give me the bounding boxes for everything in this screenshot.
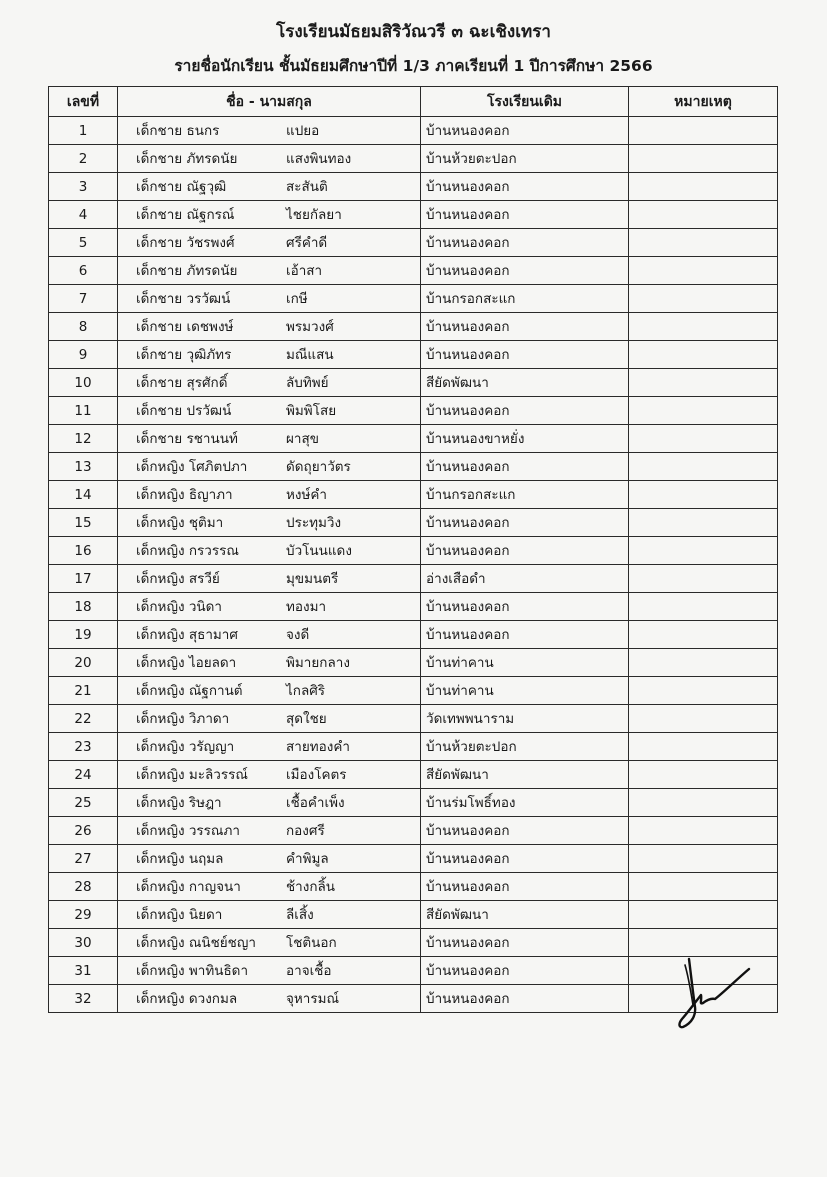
last-name: ศรีคำดี: [286, 234, 328, 251]
cell-full-name: [118, 677, 421, 705]
cell-number: 29: [49, 901, 118, 929]
cell-number: 25: [49, 789, 118, 817]
cell-remarks: [629, 229, 778, 257]
first-name: เด็กหญิง สรวีย์: [136, 570, 220, 587]
cell-previous-school: บ้านห้วยตะปอก: [421, 733, 629, 761]
cell-full-name: [118, 705, 421, 733]
first-name: เด็กหญิง วรัญญา: [136, 738, 235, 755]
last-name: มุขมนตรี: [286, 570, 339, 587]
last-name: ลับทิพย์: [286, 374, 329, 391]
table-row: [49, 705, 778, 733]
cell-remarks: [629, 509, 778, 537]
last-name: ผาสุข: [286, 430, 319, 447]
table-row: [49, 789, 778, 817]
table-row: [49, 425, 778, 453]
first-name: เด็กหญิง โศภิตปภา: [136, 458, 248, 475]
cell-remarks: [629, 621, 778, 649]
table-row: [49, 509, 778, 537]
last-name: คำพิมูล: [286, 850, 329, 867]
table-row: [49, 201, 778, 229]
cell-remarks: [629, 537, 778, 565]
cell-remarks: [629, 677, 778, 705]
cell-remarks: [629, 733, 778, 761]
cell-number: 31: [49, 957, 118, 985]
first-name: เด็กชาย วุฒิภัทร: [136, 346, 232, 363]
cell-number: 5: [49, 229, 118, 257]
table-body: [49, 117, 778, 1013]
cell-number: 27: [49, 845, 118, 873]
cell-previous-school: บ้านหนองคอก: [421, 621, 629, 649]
cell-full-name: [118, 985, 421, 1013]
cell-full-name: [118, 257, 421, 285]
cell-full-name: [118, 453, 421, 481]
cell-previous-school: บ้านร่มโพธิ์ทอง: [421, 789, 629, 817]
table-row: [49, 229, 778, 257]
cell-full-name: [118, 285, 421, 313]
cell-full-name: [118, 761, 421, 789]
cell-remarks: [629, 789, 778, 817]
table-row: [49, 733, 778, 761]
cell-remarks: [629, 901, 778, 929]
table-header-row: [49, 87, 778, 117]
first-name: เด็กหญิง ณนิชย์ชญา: [136, 934, 256, 951]
last-name: เอ้าสา: [286, 262, 323, 279]
first-name: เด็กชาย ภัทรดนัย: [136, 150, 238, 167]
last-name: พิมพิโสย: [286, 402, 337, 419]
first-name: เด็กหญิง สุธามาศ: [136, 626, 238, 643]
cell-previous-school: สียัดพัฒนา: [421, 369, 629, 397]
table-row: [49, 957, 778, 985]
cell-number: 30: [49, 929, 118, 957]
table-row: [49, 537, 778, 565]
cell-number: 4: [49, 201, 118, 229]
table-row: [49, 901, 778, 929]
cell-previous-school: บ้านกรอกสะแก: [421, 481, 629, 509]
last-name: หงษ์คำ: [286, 486, 328, 503]
last-name: มณีแสน: [286, 346, 334, 363]
cell-full-name: [118, 425, 421, 453]
first-name: เด็กหญิง นฤมล: [136, 850, 224, 867]
cell-remarks: [629, 145, 778, 173]
cell-number: 2: [49, 145, 118, 173]
cell-number: 14: [49, 481, 118, 509]
cell-previous-school: บ้านหนองคอก: [421, 873, 629, 901]
cell-remarks: [629, 425, 778, 453]
first-name: เด็กหญิง วรรณภา: [136, 822, 240, 839]
cell-number: 15: [49, 509, 118, 537]
last-name: แปยอ: [286, 122, 320, 139]
first-name: เด็กชาย ภัทรดนัย: [136, 262, 238, 279]
cell-number: 24: [49, 761, 118, 789]
cell-number: 23: [49, 733, 118, 761]
last-name: บัวโนนแดง: [286, 542, 352, 559]
cell-full-name: [118, 537, 421, 565]
cell-remarks: [629, 481, 778, 509]
cell-remarks: [629, 397, 778, 425]
table-row: [49, 621, 778, 649]
cell-remarks: [629, 593, 778, 621]
last-name: เมืองโคตร: [286, 766, 347, 783]
cell-number: 8: [49, 313, 118, 341]
table-row: [49, 817, 778, 845]
table-row: [49, 369, 778, 397]
cell-previous-school: สียัดพัฒนา: [421, 901, 629, 929]
table-row: [49, 593, 778, 621]
last-name: เกษี: [286, 290, 308, 307]
cell-full-name: [118, 565, 421, 593]
table-row: [49, 313, 778, 341]
cell-full-name: [118, 369, 421, 397]
last-name: แสงพินทอง: [286, 150, 352, 167]
cell-previous-school: บ้านหนองคอก: [421, 257, 629, 285]
cell-previous-school: บ้านหนองคอก: [421, 201, 629, 229]
first-name: เด็กชาย รชานนท์: [136, 430, 238, 447]
last-name: ไกลศิริ: [286, 682, 326, 699]
first-name: เด็กหญิง ไอยลดา: [136, 654, 237, 671]
table-row: [49, 873, 778, 901]
cell-full-name: [118, 817, 421, 845]
cell-previous-school: บ้านหนองคอก: [421, 509, 629, 537]
cell-previous-school: บ้านหนองคอก: [421, 929, 629, 957]
cell-previous-school: บ้านหนองขาหยั่ง: [421, 425, 629, 453]
cell-remarks: [629, 649, 778, 677]
first-name: เด็กชาย ธนกร: [136, 122, 220, 139]
cell-full-name: [118, 509, 421, 537]
table-row: [49, 397, 778, 425]
first-name: เด็กชาย ณัฐกรณ์: [136, 206, 235, 223]
table-row: [49, 845, 778, 873]
header-remarks: หมายเหตุ: [629, 87, 778, 117]
cell-full-name: [118, 873, 421, 901]
cell-number: 7: [49, 285, 118, 313]
cell-number: 22: [49, 705, 118, 733]
cell-full-name: [118, 117, 421, 145]
first-name: เด็กหญิง วิภาดา: [136, 710, 230, 727]
last-name: พรมวงศ์: [286, 318, 334, 335]
first-name: เด็กชาย ปรวัฒน์: [136, 402, 232, 419]
cell-remarks: [629, 817, 778, 845]
cell-previous-school: บ้านท่าคาน: [421, 649, 629, 677]
cell-remarks: [629, 565, 778, 593]
cell-number: 16: [49, 537, 118, 565]
cell-full-name: [118, 845, 421, 873]
cell-previous-school: บ้านหนองคอก: [421, 117, 629, 145]
first-name: เด็กชาย วรวัฒน์: [136, 290, 231, 307]
last-name: ช้างกลิ้น: [286, 878, 336, 895]
cell-number: 1: [49, 117, 118, 145]
first-name: เด็กชาย ณัฐวุฒิ: [136, 178, 227, 195]
first-name: เด็กหญิง นิยดา: [136, 906, 223, 923]
last-name: สายทองคำ: [286, 738, 350, 755]
first-name: เด็กชาย สุรศักดิ์: [136, 374, 228, 391]
cell-previous-school: บ้านหนองคอก: [421, 341, 629, 369]
last-name: ไชยกัลยา: [286, 206, 342, 223]
cell-number: 10: [49, 369, 118, 397]
cell-number: 21: [49, 677, 118, 705]
cell-remarks: [629, 369, 778, 397]
cell-previous-school: บ้านหนองคอก: [421, 173, 629, 201]
cell-remarks: [629, 929, 778, 957]
first-name: เด็กหญิง กาญจนา: [136, 878, 241, 895]
table-row: [49, 565, 778, 593]
last-name: ลีเสิ้ง: [286, 906, 314, 923]
roster-subtitle: รายชื่อนักเรียน ชั้นมัธยมศึกษาปีที่ 1/3 ภาคเรียนที่ 1 ปีการศึกษา 2566: [174, 57, 653, 75]
table-row: [49, 649, 778, 677]
cell-full-name: [118, 789, 421, 817]
table-row: [49, 145, 778, 173]
first-name: เด็กหญิง มะลิวรรณ์: [136, 766, 248, 783]
cell-remarks: [629, 257, 778, 285]
last-name: จุหารมณ์: [286, 990, 340, 1007]
cell-full-name: [118, 201, 421, 229]
cell-remarks: [629, 313, 778, 341]
cell-full-name: [118, 229, 421, 257]
last-name: ทองมา: [286, 598, 327, 615]
table-row: [49, 341, 778, 369]
cell-remarks: [629, 201, 778, 229]
cell-full-name: [118, 593, 421, 621]
cell-full-name: [118, 145, 421, 173]
table-row: [49, 117, 778, 145]
last-name: เชื้อคำเพ็ง: [286, 794, 345, 811]
last-name: จงดี: [286, 626, 310, 643]
first-name: เด็กหญิง ชุติมา: [136, 514, 224, 531]
cell-previous-school: วัดเทพพนาราม: [421, 705, 629, 733]
header-name: ชื่อ - นามสกุล: [118, 87, 421, 117]
table-row: [49, 257, 778, 285]
cell-previous-school: บ้านหนองคอก: [421, 593, 629, 621]
cell-full-name: [118, 173, 421, 201]
cell-full-name: [118, 621, 421, 649]
cell-previous-school: บ้านหนองคอก: [421, 537, 629, 565]
cell-remarks: [629, 453, 778, 481]
cell-number: 13: [49, 453, 118, 481]
first-name: เด็กหญิง ดวงกมล: [136, 990, 238, 1007]
cell-number: 17: [49, 565, 118, 593]
cell-full-name: [118, 481, 421, 509]
cell-full-name: [118, 733, 421, 761]
cell-full-name: [118, 957, 421, 985]
cell-number: 19: [49, 621, 118, 649]
last-name: ดัดถุยาวัตร: [286, 458, 351, 475]
cell-previous-school: บ้านหนองคอก: [421, 453, 629, 481]
cell-number: 3: [49, 173, 118, 201]
cell-number: 28: [49, 873, 118, 901]
last-name: อาจเชื้อ: [286, 962, 332, 979]
table-row: [49, 985, 778, 1013]
cell-remarks: [629, 705, 778, 733]
header-previous-school: โรงเรียนเดิม: [421, 87, 629, 117]
cell-number: 26: [49, 817, 118, 845]
cell-number: 9: [49, 341, 118, 369]
table-row: [49, 173, 778, 201]
last-name: โชตินอก: [286, 934, 337, 951]
school-title: โรงเรียนมัธยมสิริวัณวรี ๓ ฉะเชิงเทรา: [276, 22, 551, 42]
cell-previous-school: บ้านหนองคอก: [421, 845, 629, 873]
cell-previous-school: บ้านหนองคอก: [421, 817, 629, 845]
table-row: [49, 761, 778, 789]
handwritten-signature: [675, 955, 755, 1030]
cell-remarks: [629, 845, 778, 873]
cell-full-name: [118, 397, 421, 425]
cell-previous-school: บ้านหนองคอก: [421, 313, 629, 341]
cell-previous-school: บ้านห้วยตะปอก: [421, 145, 629, 173]
cell-remarks: [629, 341, 778, 369]
first-name: เด็กหญิง ริษฎา: [136, 794, 222, 811]
cell-number: 12: [49, 425, 118, 453]
table-row: [49, 453, 778, 481]
table-row: [49, 677, 778, 705]
cell-previous-school: บ้านหนองคอก: [421, 397, 629, 425]
cell-number: 11: [49, 397, 118, 425]
first-name: เด็กหญิง วนิดา: [136, 598, 222, 615]
first-name: เด็กชาย วัชรพงศ์: [136, 234, 235, 251]
cell-full-name: [118, 313, 421, 341]
cell-remarks: [629, 285, 778, 313]
cell-remarks: [629, 873, 778, 901]
cell-previous-school: บ้านหนองคอก: [421, 229, 629, 257]
cell-previous-school: บ้านหนองคอก: [421, 985, 629, 1013]
last-name: กองศรี: [286, 822, 325, 839]
cell-full-name: [118, 929, 421, 957]
first-name: เด็กหญิง ธิญาภา: [136, 486, 233, 503]
last-name: ประทุมวิง: [286, 514, 342, 531]
first-name: เด็กหญิง ณัฐกานต์: [136, 682, 243, 699]
first-name: เด็กชาย เดชพงษ์: [136, 318, 234, 335]
cell-previous-school: บ้านหนองคอก: [421, 957, 629, 985]
last-name: พิมายกลาง: [286, 654, 350, 671]
cell-full-name: [118, 649, 421, 677]
table-row: [49, 285, 778, 313]
table-row: [49, 481, 778, 509]
cell-number: 20: [49, 649, 118, 677]
first-name: เด็กหญิง กรวรรณ: [136, 542, 239, 559]
cell-number: 6: [49, 257, 118, 285]
cell-number: 32: [49, 985, 118, 1013]
last-name: สุดใชย: [286, 710, 327, 727]
cell-number: 18: [49, 593, 118, 621]
cell-full-name: [118, 901, 421, 929]
first-name: เด็กหญิง พาทินธิดา: [136, 962, 249, 979]
cell-remarks: [629, 117, 778, 145]
cell-remarks: [629, 173, 778, 201]
cell-previous-school: บ้านกรอกสะแก: [421, 285, 629, 313]
cell-remarks: [629, 761, 778, 789]
table-row: [49, 929, 778, 957]
cell-previous-school: สียัดพัฒนา: [421, 761, 629, 789]
cell-previous-school: อ่างเสือดำ: [421, 565, 629, 593]
header-number: เลขที่: [49, 87, 118, 117]
last-name: สะสันติ: [286, 178, 328, 195]
cell-full-name: [118, 341, 421, 369]
student-roster-table: [48, 86, 778, 1013]
cell-previous-school: บ้านท่าคาน: [421, 677, 629, 705]
